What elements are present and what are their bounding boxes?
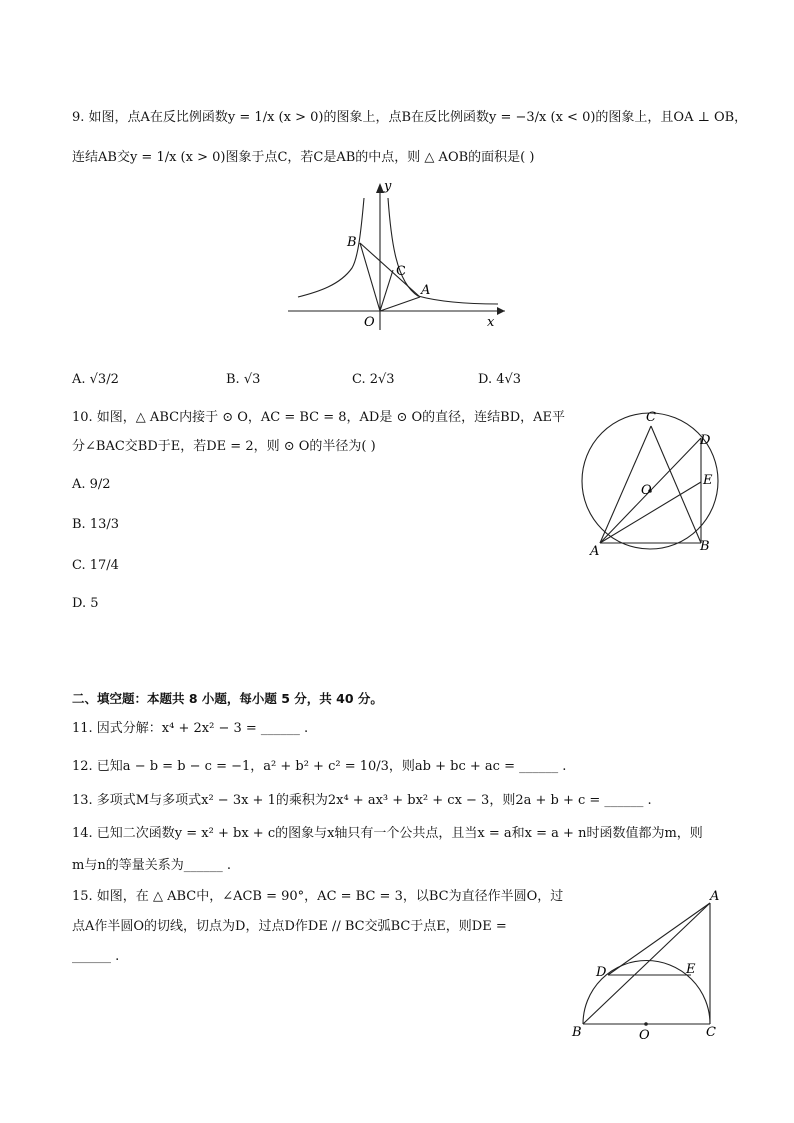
q9-label-C: C: [396, 264, 406, 279]
q9-curve-right: [388, 198, 498, 304]
q9-x-arrow: [497, 307, 505, 315]
q15-line1: 15. 如图，在 △ ABC中，∠ACB = 90°，AC = BC = 3，以BC为直径作半圆O，过: [72, 889, 564, 904]
q14-line2: m与n的等量关系为______ .: [72, 858, 231, 873]
q9-label-O: O: [364, 315, 375, 330]
q10-label-C: C: [646, 410, 656, 425]
q15-label-E: E: [686, 962, 696, 977]
q10-label-E: E: [703, 473, 713, 488]
q9-y-arrow: [376, 183, 384, 193]
q11-text: 11. 因式分解：x⁴ + 2x² − 3 = ______ .: [72, 721, 309, 736]
q14-line1: 14. 已知二次函数y = x² + bx + c的图象与x轴只有一个公共点，且当x = a和x = a + n时函数值都为m，则: [72, 826, 703, 841]
q12-text: 12. 已知a − b = b − c = −1，a² + b² + c² = 10/3，则ab + bc + ac = ______ .: [72, 759, 567, 774]
q9-label-y: y: [384, 179, 392, 194]
q9-label-B: B: [347, 235, 357, 250]
q15-center-dot: [644, 1022, 648, 1026]
q9-option-c: C. 2√3: [352, 372, 395, 387]
q10-label-O: O: [641, 483, 652, 498]
q9-label-A: A: [421, 283, 431, 298]
q10-option-a: A. 9/2: [72, 477, 111, 492]
q10-label-B: B: [700, 539, 710, 554]
q15-label-O: O: [639, 1028, 650, 1043]
q9-option-a: A. √3/2: [72, 372, 119, 387]
q9-label-x: x: [487, 315, 495, 330]
q10-line1: 10. 如图，△ ABC内接于 ⊙ O，AC = BC = 8，AD是 ⊙ O的直径，连结BD，AE平: [72, 410, 566, 425]
q15-line2: 点A作半圆O的切线，切点为D，过点D作DE // BC交弧BC于点E，则DE =: [72, 919, 507, 934]
q13-text: 13. 多项式M与多项式x² − 3x + 1的乘积为2x⁴ + ax³ + bx² + cx − 3，则2a + b + c = ______ .: [72, 793, 652, 808]
q10-option-b: B. 13/3: [72, 517, 120, 532]
q15-line3: ______ .: [72, 949, 120, 964]
section-heading: 二、填空题：本题共 8 小题，每小题 5 分，共 40 分。: [72, 691, 383, 706]
q9-line2: 连结AB交y = 1/x (x > 0)图象于点C，若C是AB的中点，则 △ AOB的面积是( ): [72, 150, 535, 165]
q10-option-d: D. 5: [72, 596, 99, 611]
q15-label-A: A: [710, 889, 720, 904]
q9-line1: 9. 如图，点A在反比例函数y = 1/x (x > 0)的图象上，点B在反比例函数y = −3/x (x < 0)的图象上，且OA ⊥ OB，: [72, 110, 748, 125]
q10-line2: 分∠BAC交BD于E，若DE = 2，则 ⊙ O的半径为( ): [72, 439, 376, 454]
q10-option-c: C. 17/4: [72, 558, 119, 573]
q15-label-B: B: [572, 1025, 582, 1040]
q9-option-b: B. √3: [226, 372, 261, 387]
q10-label-A: A: [590, 544, 600, 559]
q9-option-d: D. 4√3: [478, 372, 522, 387]
q10-label-D: D: [700, 433, 711, 448]
q10-circle: [582, 413, 718, 549]
q15-label-D: D: [596, 965, 607, 980]
q15-label-C: C: [706, 1025, 716, 1040]
